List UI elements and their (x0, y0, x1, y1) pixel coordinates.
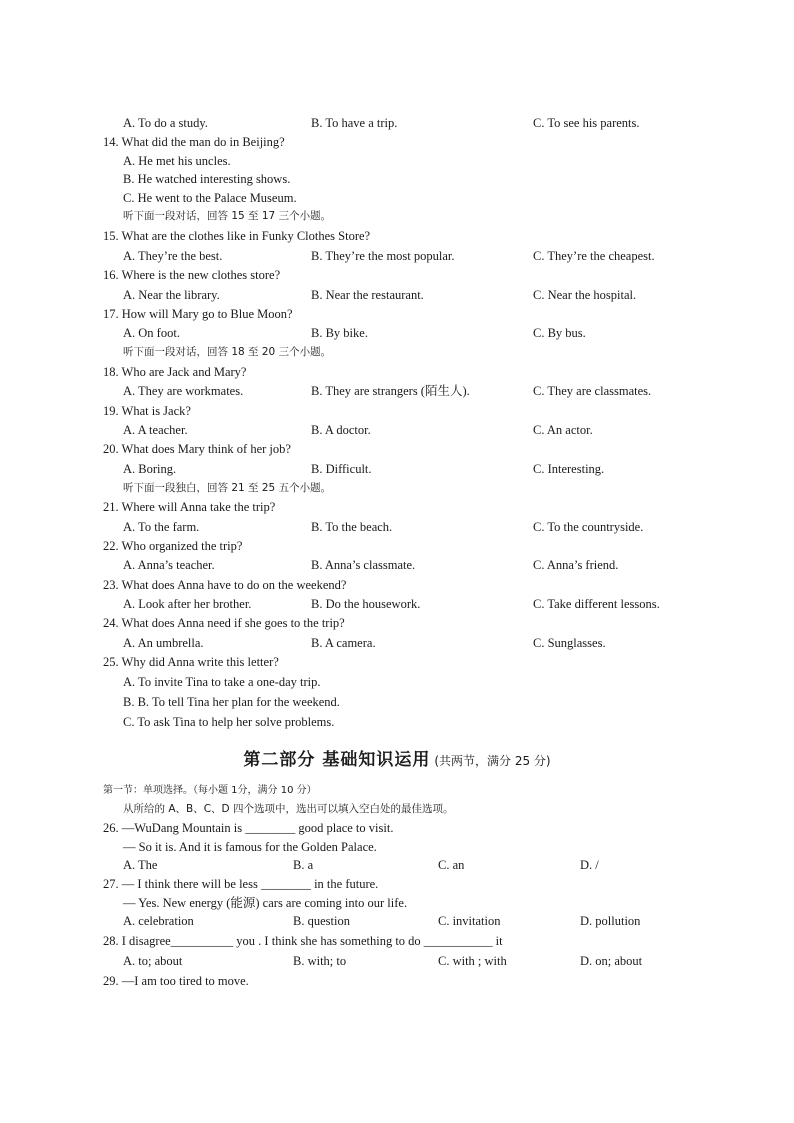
option-b: B. To the beach. (311, 520, 393, 534)
option-d: D. on; about (580, 954, 643, 968)
option-a: A. He met his uncles. (123, 154, 231, 168)
section1-instruction (0, 800, 794, 819)
question-18 (0, 363, 794, 382)
q15-options (0, 247, 794, 266)
q24-options (0, 634, 794, 653)
q18-options (0, 382, 794, 401)
question-16 (0, 266, 794, 285)
instruction-15-17 (0, 207, 794, 226)
option-b: B. B. To tell Tina her plan for the weekend. (123, 695, 340, 709)
section1-instruction-text: 从所给的 A、B、C、D 四个选项中，选出可以填入空白处的最佳选项。 (123, 803, 454, 815)
option-c: C. Interesting. (533, 462, 605, 476)
option-a: A. to; about (123, 954, 183, 968)
option-b: B. Do the housework. (311, 597, 421, 611)
question-25 (0, 653, 794, 672)
option-c: C. To the countryside. (533, 520, 644, 534)
option-b: B. Difficult. (311, 462, 372, 476)
question-27-reply (0, 894, 794, 913)
option-c: C. He went to the Palace Museum. (123, 191, 297, 205)
option-a: A. Near the library. (123, 288, 220, 302)
option-b: B. He watched interesting shows. (123, 172, 291, 186)
section1-header (0, 781, 794, 800)
option-a: A. They are workmates. (123, 384, 244, 398)
question-text: 27. — I think there will be less ________ in the future. (103, 877, 379, 891)
q16-options (0, 286, 794, 305)
question-26-reply (0, 838, 794, 857)
instruction-18-20 (0, 343, 794, 362)
option-a: A. Boring. (123, 462, 177, 476)
option-d: D. pollution (580, 914, 641, 928)
option-a: A. An umbrella. (123, 636, 204, 650)
option-a: A. Anna’s teacher. (123, 558, 215, 572)
q25-option-a (0, 673, 794, 692)
q25-option-c (0, 713, 794, 732)
section-title (0, 745, 794, 770)
option-b: B. A camera. (311, 636, 376, 650)
option-c: C. An actor. (533, 423, 593, 437)
option-a: A. celebration (123, 914, 194, 928)
option-a: A. On foot. (123, 326, 180, 340)
question-text: 20. What does Mary think of her job? (103, 442, 291, 456)
section-title-main: 第二部分 基础知识运用 (243, 750, 431, 770)
option-c: C. By bus. (533, 326, 586, 340)
question-text: 18. Who are Jack and Mary? (103, 365, 247, 379)
question-23 (0, 576, 794, 595)
option-c: C. invitation (438, 914, 501, 928)
question-text: 15. What are the clothes like in Funky Clothes Store? (103, 229, 371, 243)
option-b: B. a (293, 858, 314, 872)
question-text: 14. What did the man do in Beijing? (103, 135, 285, 149)
option-a: A. The (123, 858, 158, 872)
question-text: 19. What is Jack? (103, 404, 191, 418)
q14-option-b (0, 170, 794, 189)
q25-option-b (0, 693, 794, 712)
instruction-text: 听下面一段对话，回答 18 至 20 三个小题。 (123, 346, 332, 358)
question-29 (0, 972, 794, 991)
q17-options (0, 324, 794, 343)
option-c: C. an (438, 858, 465, 872)
option-c: C. They are classmates. (533, 384, 652, 398)
option-c: C. They’re the cheapest. (533, 249, 655, 263)
option-c: C. with ; with (438, 954, 507, 968)
option-a: A. Look after her brother. (123, 597, 252, 611)
question-text: 28. I disagree__________ you . I think she has something to do ___________ it (103, 934, 503, 948)
option-a: A. They’re the best. (123, 249, 223, 263)
question-21 (0, 498, 794, 517)
option-b: B. They’re the most popular. (311, 249, 455, 263)
question-text: 17. How will Mary go to Blue Moon? (103, 307, 293, 321)
q14-option-a (0, 152, 794, 171)
q13-options (0, 114, 794, 133)
question-17 (0, 305, 794, 324)
question-24 (0, 614, 794, 633)
question-27 (0, 875, 794, 894)
question-14 (0, 133, 794, 152)
question-text: 29. —I am too tired to move. (103, 974, 249, 988)
q22-options (0, 556, 794, 575)
question-text: 16. Where is the new clothes store? (103, 268, 281, 282)
instruction-21-25 (0, 479, 794, 498)
q20-options (0, 460, 794, 479)
option-b: B. question (293, 914, 350, 928)
option-b: B. By bike. (311, 326, 368, 340)
question-text: 25. Why did Anna write this letter? (103, 655, 279, 669)
option-b: B. To have a trip. (311, 116, 398, 130)
question-22 (0, 537, 794, 556)
question-20 (0, 440, 794, 459)
q26-options (0, 856, 794, 875)
option-b: B. Anna’s classmate. (311, 558, 416, 572)
section-title-sub: (共两节，满分 25 分) (434, 754, 551, 768)
question-28 (0, 932, 794, 951)
question-text: 22. Who organized the trip? (103, 539, 243, 553)
option-c: C. Near the hospital. (533, 288, 637, 302)
option-c: C. Take different lessons. (533, 597, 660, 611)
option-b: B. They are strangers (陌生人). (311, 384, 470, 398)
option-c: C. To see his parents. (533, 116, 640, 130)
option-b: B. with; to (293, 954, 347, 968)
question-19 (0, 402, 794, 421)
q27-options (0, 912, 794, 931)
option-a: A. To do a study. (123, 116, 208, 130)
option-a: A. To invite Tina to take a one-day trip. (123, 675, 321, 689)
question-text: 23. What does Anna have to do on the weekend? (103, 578, 347, 592)
q23-options (0, 595, 794, 614)
reply-text: — So it is. And it is famous for the Golden Palace. (123, 840, 377, 854)
instruction-text: 听下面一段独白，回答 21 至 25 五个小题。 (123, 482, 332, 494)
option-c: C. To ask Tina to help her solve problems. (123, 715, 335, 729)
section1-header-text: 第一节：单项选择。（每小题 1分，满分 10 分） (103, 785, 317, 796)
q21-options (0, 518, 794, 537)
question-text: 24. What does Anna need if she goes to the trip? (103, 616, 345, 630)
question-text: 26. —WuDang Mountain is ________ good place to visit. (103, 821, 394, 835)
option-a: A. A teacher. (123, 423, 188, 437)
q19-options (0, 421, 794, 440)
option-d: D. / (580, 858, 599, 872)
option-a: A. To the farm. (123, 520, 200, 534)
reply-text: — Yes. New energy (能源) cars are coming into our life. (123, 896, 408, 910)
option-b: B. A doctor. (311, 423, 371, 437)
question-15 (0, 227, 794, 246)
q14-option-c (0, 189, 794, 208)
option-c: C. Anna’s friend. (533, 558, 619, 572)
q28-options (0, 952, 794, 971)
instruction-text: 听下面一段对话，回答 15 至 17 三个小题。 (123, 210, 332, 222)
option-c: C. Sunglasses. (533, 636, 606, 650)
question-26 (0, 819, 794, 838)
question-text: 21. Where will Anna take the trip? (103, 500, 276, 514)
option-b: B. Near the restaurant. (311, 288, 424, 302)
